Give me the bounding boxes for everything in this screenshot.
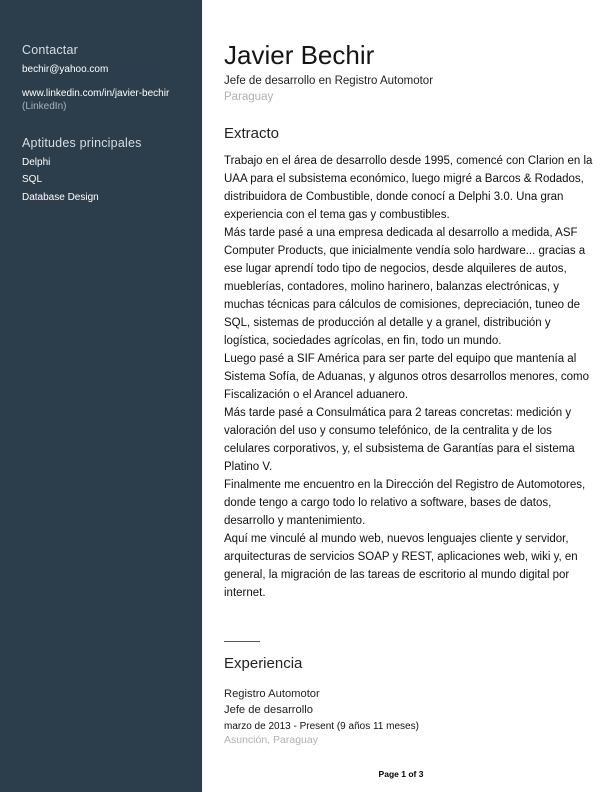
profile-location: Paraguay: [224, 91, 274, 103]
skill-item: Delphi: [22, 157, 51, 168]
sidebar: [0, 0, 202, 792]
section-divider: [224, 641, 260, 642]
experience-location: Asunción, Paraguay: [224, 734, 318, 746]
summary-body: [224, 152, 594, 602]
profile-name: Javier Bechir: [224, 40, 375, 70]
skill-item: Database Design: [22, 192, 99, 203]
skills-heading: Aptitudes principales: [22, 136, 142, 150]
experience-heading: Experiencia: [224, 655, 303, 672]
experience-title: Jefe de desarrollo: [224, 704, 313, 716]
contact-linkedin-link[interactable]: www.linkedin.com/in/javier-bechir: [22, 88, 170, 99]
contact-email-link[interactable]: bechir@yahoo.com: [22, 64, 109, 75]
contact-heading: Contactar: [22, 43, 78, 57]
summary-paragraph: Luego pasé a SIF América para ser parte del equipo que mantenía al Sistema Sofía, de Aduanas, y algunos otros desarrollos menores, como Fiscalización o el Arancel aduanero.: [224, 353, 590, 401]
page-number: Page 1 of 3: [378, 769, 424, 779]
skill-item: SQL: [22, 174, 43, 185]
summary-paragraph: Más tarde pasé a Consulmática para 2 tareas concretas: medición y valoración del uso y consumo telefónico, de la centralita y de los celulares corporativos, y, el subsistema de Garantías para el sistema Platino V.: [224, 407, 575, 473]
contact-linkedin-label: (LinkedIn): [22, 101, 67, 112]
summary-paragraph: Más tarde pasé a una empresa dedicada al desarrollo a medida, ASF Computer Products, que inicialmente vendía solo hardware... gracias a ese lugar aprendí todo tipo de negocios, desde alquileres de autos, mueblerías, contadores, molino harinero, balanzas electrónicas, y muchas técnicas para cálculos de comisiones, depreciación, tuneo de SQL, sistemas de producción al detalle y a granel, distribución y logística, sociedades agrícolas, en fin, todo un mundo.: [224, 227, 586, 347]
summary-paragraph: Finalmente me encuentro en la Dirección del Registro de Automotores, donde tengo a cargo todo lo relativo a software, bases de datos, desarrollo y mantenimiento.: [224, 479, 586, 527]
profile-headline: Jefe de desarrollo en Registro Automotor: [224, 75, 434, 87]
summary-heading: Extracto: [224, 125, 280, 142]
page-footer: [0, 769, 612, 779]
experience-dates: marzo de 2013 - Present (9 años 11 meses): [224, 721, 419, 732]
summary-paragraph: Aquí me vinculé al mundo web, nuevos lenguajes cliente y servidor, arquitecturas de servicios SOAP y REST, aplicaciones web, wiki y, en general, la migración de las tareas de escritorio al mundo digital por internet.: [224, 533, 578, 599]
experience-company: Registro Automotor: [224, 688, 320, 700]
summary-paragraph: Trabajo en el área de desarrollo desde 1995, comencé con Clarion en la UAA para el subsistema económico, luego migré a Barcos & Rodados, distribuidora de Combustible, donde conocí a Delphi 3.0. Una gran experiencia con el tema gas y combustibles.: [224, 155, 593, 221]
